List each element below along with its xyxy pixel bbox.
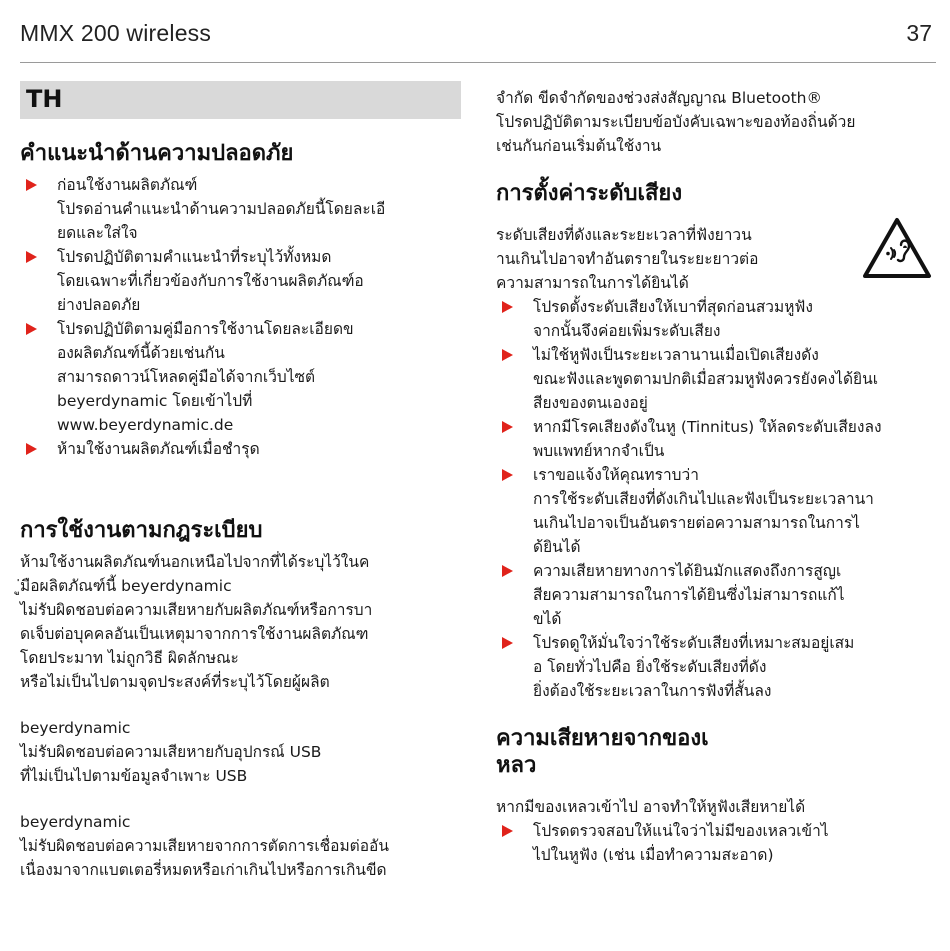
red-triangle-bullet-icon <box>502 469 513 481</box>
volume-heading: การตั้งค่าระดับเสียง <box>496 181 683 206</box>
usage-paragraph: ห้ามใช้งานผลิตภัณฑ์นอกเหนือไปจากที่ได้ระบุไว้ในค ู่มือผลิตภัณฑ์นี้ beyerdynamic ไม่รับผิดชอบต่อความเสียหายกับผลิตภัณฑ์หรือการบา ดเจ็บต่อบุคคลอันเป็นเหตุมาจากการใช้งานผลิตภัณฑ โดยประมาท ไม่ถูกวิธี ผิดลักษณะ หรือไม่เป็นไปตามจุดประสงค์ที่ระบุไว้โดยผู้ผลิต <box>20 553 373 691</box>
list-item <box>496 559 936 631</box>
list-item <box>496 463 936 559</box>
document-title: MMX 200 wireless <box>20 20 212 46</box>
volume-intro: ระดับเสียงที่ดังและระยะเวลาที่ฟังยาวน านเกินไปอาจทำอันตรายในระยะยาวต่อ ความสามารถในการได้ยินได้ <box>496 226 759 292</box>
list-item <box>20 437 465 461</box>
liquid-intro: หากมีของเหลวเข้าไป อาจทำให้หูฟังเสียหายได้ <box>496 798 806 816</box>
liquid-list <box>496 819 936 867</box>
list-item-text: ไม่ใช้หูฟังเป็นระยะเวลานานเมื่อเปิดเสียงดัง ขณะฟังและพูดตามปกติเมื่อสวมหูฟังควรยังคงได้ยินเ สียงของตนเองอยู่ <box>533 346 879 412</box>
list-item <box>20 317 465 437</box>
red-triangle-bullet-icon <box>26 443 37 455</box>
red-triangle-bullet-icon <box>502 637 513 649</box>
right-column <box>496 86 936 867</box>
safety-list <box>20 173 465 461</box>
list-item-text: โปรดตรวจสอบให้แน่ใจว่าไม่มีของเหลวเข้าไ ไปในหูฟัง (เช่น เมื่อทำความสะอาด) <box>533 822 829 864</box>
language-code: TH <box>26 85 63 113</box>
red-triangle-bullet-icon <box>502 301 513 313</box>
liquid-heading: ความเสียหายจากของเ หลว <box>496 726 709 778</box>
volume-list <box>496 295 936 703</box>
hearing-warning-icon <box>862 217 932 279</box>
list-item-text: โปรดปฏิบัติตามคู่มือการใช้งานโดยละเอียดข องผลิตภัณฑ์นี้ด้วยเช่นกัน สามารถดาวน์โหลดคู่มือได้จากเว็บไซต์ beyerdynamic โดยเข้าไปที่ www.beyerdynamic.de <box>57 320 354 434</box>
battery-paragraph: ไม่รับผิดชอบต่อความเสียหายจากการตัดการเชื่อมต่ออัน เนื่องมาจากแบตเตอรี่หมดหรือเก่าเกินไปหรือการเกินขีด <box>20 837 389 879</box>
list-item <box>496 415 936 463</box>
list-item-text: หากมีโรคเสียงดังในหู (Tinnitus) ให้ลดระดับเสียงลง พบแพทย์หากจำเป็น <box>533 418 882 460</box>
list-item <box>20 173 465 245</box>
list-item <box>496 819 936 867</box>
red-triangle-bullet-icon <box>502 825 513 837</box>
continued-paragraph: จำกัด ขีดจำกัดของช่วงส่งสัญญาณ Bluetooth® โปรดปฏิบัติตามระเบียบข้อบังคับเฉพาะของท้องถิ่นด้วย เช่นกันก่อนเริ่มต้นใช้งาน <box>496 89 856 155</box>
page-number: 37 <box>906 20 932 46</box>
left-column <box>20 140 465 882</box>
list-item-text: โปรดดูให้มั่นใจว่าใช้ระดับเสียงที่เหมาะสมอยู่เสม อ โดยทั่วไปคือ ยิ่งใช้ระดับเสียงที่ดัง ยิ่งต้องใช้ระยะเวลาในการฟังที่สั้นลง <box>533 634 855 700</box>
list-item-text: โปรดปฏิบัติตามคำแนะนำที่ระบุไว้ทั้งหมด โดยเฉพาะที่เกี่ยวข้องกับการใช้งานผลิตภัณฑ์อ ย่างปลอดภัย <box>57 248 364 314</box>
red-triangle-bullet-icon <box>502 565 513 577</box>
list-item <box>496 631 936 703</box>
red-triangle-bullet-icon <box>502 421 513 433</box>
brand-name: beyerdynamic <box>20 813 131 831</box>
usb-paragraph: ไม่รับผิดชอบต่อความเสียหายกับอุปกรณ์ USB ที่ไม่เป็นไปตามข้อมูลจำเพาะ USB <box>20 743 322 785</box>
list-item-text: เราขอแจ้งให้คุณทราบว่า การใช้ระดับเสียงที่ดังเกินไปและฟังเป็นระยะเวลานา นเกินไปอาจเป็นอันตรายต่อความสามารถในการไ ด้ยินได้ <box>533 466 874 556</box>
header-divider <box>20 62 936 63</box>
list-item-text: ความเสียหายทางการได้ยินมักแสดงถึงการสูญเ สียความสามารถในการได้ยินซึ่งไม่สามารถแก้ไ ขได้ <box>533 562 845 628</box>
red-triangle-bullet-icon <box>502 349 513 361</box>
brand-name: beyerdynamic <box>20 719 131 737</box>
list-item <box>496 295 936 343</box>
red-triangle-bullet-icon <box>26 323 37 335</box>
usage-heading: การใช้งานตามกฎระเบียบ <box>20 518 263 543</box>
list-item-text: ก่อนใช้งานผลิตภัณฑ์ โปรดอ่านคำแนะนำด้านความปลอดภัยนี้โดยละเอี ยดและใส่ใจ <box>57 176 386 242</box>
language-bar <box>20 81 461 119</box>
red-triangle-bullet-icon <box>26 179 37 191</box>
safety-heading: คำแนะนำด้านความปลอดภัย <box>20 141 294 166</box>
list-item <box>496 343 936 415</box>
volume-intro-block <box>496 223 936 295</box>
red-triangle-bullet-icon <box>26 251 37 263</box>
list-item-text: โปรดตั้งระดับเสียงให้เบาที่สุดก่อนสวมหูฟัง จากนั้นจึงค่อยเพิ่มระดับเสียง <box>533 298 813 340</box>
list-item <box>20 245 465 317</box>
list-item-text: ห้ามใช้งานผลิตภัณฑ์เมื่อชำรุด <box>57 440 260 458</box>
